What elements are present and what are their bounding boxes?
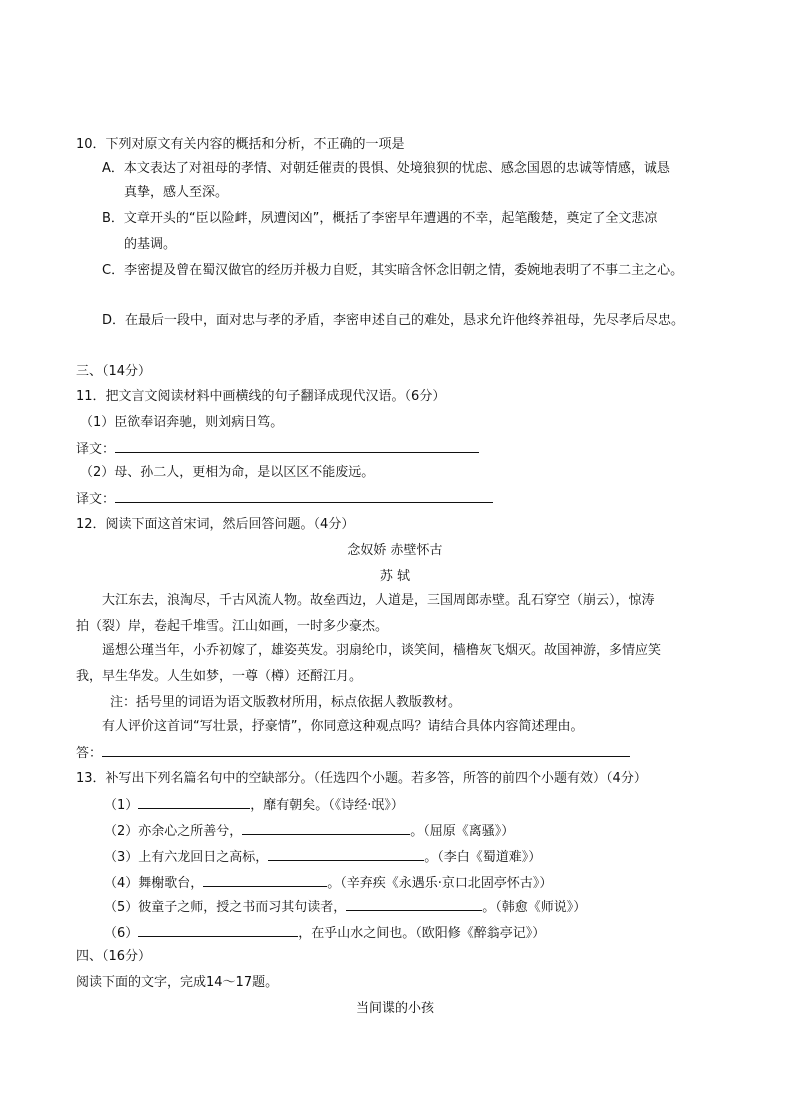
q10-option-b: B．文章开头的“臣以险衅，夙遭闵凶”，概括了李密早年遭遇的不幸，起笔酸楚，奠定了全文悲凉 [102,211,658,226]
translation-1-input[interactable] [115,440,479,453]
q13-item-2 [104,822,514,841]
q11-sentence-1: （1）臣欲奉诏奔驰，则刘病日笃。 [80,415,284,430]
answer-label: 答： [76,746,103,761]
item-2-blank[interactable] [242,822,410,835]
q11-stem: 11．把文言文阅读材料中画横线的句子翻译成现代汉语。（6分） [76,389,446,404]
q12-stem: 12．阅读下面这首宋词，然后回答问题。（4分） [76,517,355,532]
item-6-suffix: ，在乎山水之间也。（欧阳修《醉翁亭记》） [298,926,546,941]
story-title: 当间谍的小孩 [355,1001,434,1016]
section4-heading: 四、（16分） [76,949,152,964]
translation-label: 译文： [76,442,116,457]
section3-heading: 三、（14分） [76,364,152,379]
item-3-suffix: 。（李白《蜀道难》） [424,850,542,865]
item-4-prefix: （4）舞榭歌台， [104,876,204,891]
translation-2-input[interactable] [115,490,493,503]
item-3-blank[interactable] [268,848,424,861]
item-4-suffix: 。（辛弃疾《永遇乐·京口北固亭怀古》） [327,876,553,891]
answer-input[interactable] [102,744,630,757]
q10-option-c: C．李密提及曾在蜀汉做官的经历并极力自贬，其实暗含怀念旧朝之情，委婉地表明了不事二主之心。 [102,263,684,278]
q13-item-3 [104,848,541,867]
q11-translation-1 [76,440,479,459]
q10-option-a-cont: 真挚，感人至深。 [124,185,229,200]
q11-translation-2 [76,490,493,509]
q10-stem: 10．下列对原文有关内容的概括和分析，不正确的一项是 [76,137,405,152]
q13-stem: 13．补写出下列名篇名句中的空缺部分。（任选四个小题。若多答，所答的前四个小题有效）（4分） [76,771,647,786]
poem-stanza-1: 大江东去，浪淘尽，千古风流人物。故垒西边，人道是，三国周郎赤壁。乱石穿空（崩云），惊涛 [102,593,655,608]
poem-stanza-2: 遥想公瑾当年，小乔初嫁了，雄姿英发。羽扇纶巾，谈笑间，樯橹灰飞烟灭。故国神游，多情应笑 [102,643,662,658]
item-5-suffix: 。（韩愈《师说》） [482,900,587,915]
section4-intro: 阅读下面的文字，完成14～17题。 [76,975,279,990]
item-2-suffix: 。（屈原《离骚》） [410,824,515,839]
item-2-prefix: （2）亦余心之所善兮， [104,824,243,839]
q13-item-1 [104,796,404,815]
q10-option-d: D．在最后一段中，面对忠与孝的矛盾，李密申述自己的难处，恳求允许他终养祖母，先尽孝后尽忠。 [102,313,685,328]
item-1-prefix: （1） [104,798,139,813]
poem-stanza-2-cont: 我，早生华发。人生如梦，一尊（樽）还酹江月。 [76,669,363,684]
q10-option-b-cont: 的基调。 [124,237,177,252]
item-6-prefix: （6） [104,926,139,941]
q11-sentence-2: （2）母、孙二人，更相为命，是以区区不能废远。 [80,465,375,480]
poem-author: 苏 轼 [379,569,411,584]
item-1-suffix: ，靡有朝矣。（《诗经·氓》） [250,798,404,813]
item-5-prefix: （5）彼童子之师，授之书而习其句读者， [104,900,347,915]
translation-label: 译文： [76,492,116,507]
poem-title: 念奴娇 赤壁怀古 [347,543,443,558]
q10-option-a: A．本文表达了对祖母的孝情、对朝廷催责的畏惧、处境狼狈的忧虑、感念国恩的忠诚等情感，诚恳 [102,161,670,176]
item-3-prefix: （3）上有六龙回日之高标， [104,850,269,865]
item-6-blank[interactable] [138,924,298,937]
q12-answer-line [76,744,630,763]
q13-item-5 [104,898,586,917]
poem-stanza-1-cont: 拍（裂）岸，卷起千堆雪。江山如画，一时多少豪杰。 [76,619,389,634]
q13-item-4 [104,874,552,893]
q12-question: 有人评价这首词“写壮景，抒豪情”，你同意这种观点吗？请结合具体内容简述理由。 [102,719,584,734]
q13-item-6 [104,924,545,943]
item-1-blank[interactable] [138,796,250,809]
item-5-blank[interactable] [346,898,482,911]
poem-note: 注：括号里的词语为语文版教材所用，标点依据人教版教材。 [110,695,462,710]
item-4-blank[interactable] [203,874,327,887]
